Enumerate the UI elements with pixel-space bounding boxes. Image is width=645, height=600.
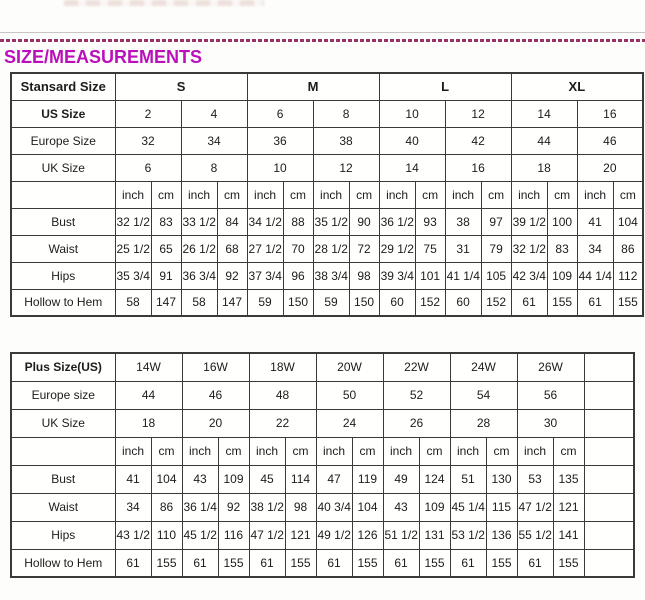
table-cell: 40 3/4 bbox=[316, 493, 352, 521]
table-cell: 141 bbox=[553, 521, 584, 549]
table-cell: 35 1/2 bbox=[313, 208, 349, 235]
table-cell: 26 1/2 bbox=[181, 235, 217, 262]
table-cell: 45 1/4 bbox=[450, 493, 486, 521]
table-cell: 61 bbox=[450, 549, 486, 577]
table-cell: 155 bbox=[151, 549, 182, 577]
uk-size-row bbox=[11, 409, 634, 437]
empty-cell bbox=[584, 549, 634, 577]
table-cell: 100 bbox=[547, 208, 577, 235]
table-cell: 16 bbox=[445, 154, 511, 181]
table-cell: M bbox=[247, 73, 379, 100]
table-cell: 51 1/2 bbox=[383, 521, 419, 549]
table-cell: 22W bbox=[383, 353, 450, 381]
empty-cell bbox=[584, 353, 634, 381]
table-cell: 104 bbox=[352, 493, 383, 521]
row-label: Waist bbox=[11, 235, 115, 262]
top-margin bbox=[0, 0, 645, 32]
table-cell: inch bbox=[577, 181, 613, 208]
table-cell: 45 1/2 bbox=[182, 521, 218, 549]
table-cell: 10 bbox=[379, 100, 445, 127]
table-cell: 61 bbox=[316, 549, 352, 577]
table-cell: 8 bbox=[313, 100, 379, 127]
table-cell: 12 bbox=[313, 154, 379, 181]
table-cell: 54 bbox=[450, 381, 517, 409]
table-cell: 109 bbox=[419, 493, 450, 521]
table-cell: 135 bbox=[553, 465, 584, 493]
table-cell: cm bbox=[349, 181, 379, 208]
table-cell: cm bbox=[415, 181, 445, 208]
table-cell: 18 bbox=[115, 409, 182, 437]
table-cell: 116 bbox=[218, 521, 249, 549]
europe-size-row bbox=[11, 381, 634, 409]
table-cell: 38 3/4 bbox=[313, 262, 349, 289]
divider-line bbox=[0, 32, 645, 33]
table-cell: 38 bbox=[313, 127, 379, 154]
table-cell: 49 bbox=[383, 465, 419, 493]
table-cell: 61 bbox=[249, 549, 285, 577]
table-cell: 61 bbox=[511, 289, 547, 316]
plus-size-row bbox=[11, 353, 634, 381]
page-title: SIZE/MEASUREMENTS bbox=[4, 47, 203, 67]
table-cell: 47 bbox=[316, 465, 352, 493]
table-cell: 6 bbox=[247, 100, 313, 127]
table-cell: 112 bbox=[613, 262, 643, 289]
table-cell: inch bbox=[316, 437, 352, 465]
table-cell: 131 bbox=[419, 521, 450, 549]
row-label: Plus Size(US) bbox=[11, 353, 115, 381]
table-cell: 20 bbox=[182, 409, 249, 437]
table-cell: 79 bbox=[481, 235, 511, 262]
table-cell: 42 bbox=[445, 127, 511, 154]
table-cell: 115 bbox=[486, 493, 517, 521]
table-cell: inch bbox=[445, 181, 481, 208]
table-cell: 36 1/2 bbox=[379, 208, 415, 235]
table-cell: 86 bbox=[613, 235, 643, 262]
us-size-row bbox=[11, 100, 643, 127]
table-cell: 12 bbox=[445, 100, 511, 127]
table-cell: 59 bbox=[313, 289, 349, 316]
table-cell: inch bbox=[313, 181, 349, 208]
table-cell: 32 bbox=[115, 127, 181, 154]
table-cell: 155 bbox=[486, 549, 517, 577]
table-cell: 147 bbox=[151, 289, 181, 316]
empty-cell bbox=[584, 521, 634, 549]
table-cell: 22 bbox=[249, 409, 316, 437]
hips-row bbox=[11, 521, 634, 549]
table-cell: cm bbox=[547, 181, 577, 208]
table-cell: inch bbox=[383, 437, 419, 465]
table-cell: 96 bbox=[283, 262, 313, 289]
table-cell: 155 bbox=[218, 549, 249, 577]
table-cell: 61 bbox=[577, 289, 613, 316]
table-cell: 46 bbox=[577, 127, 643, 154]
table-cell: 60 bbox=[379, 289, 415, 316]
table-cell: 26W bbox=[517, 353, 584, 381]
table-cell: 110 bbox=[151, 521, 182, 549]
table-cell: 4 bbox=[181, 100, 247, 127]
table-cell: 32 1/2 bbox=[511, 235, 547, 262]
table-cell: 24 bbox=[316, 409, 383, 437]
table-cell: 34 bbox=[181, 127, 247, 154]
table-cell: 90 bbox=[349, 208, 379, 235]
table-cell: inch bbox=[249, 437, 285, 465]
table-cell: 34 bbox=[115, 493, 151, 521]
bust-row bbox=[11, 208, 643, 235]
table-cell: 86 bbox=[151, 493, 182, 521]
table-cell: cm bbox=[218, 437, 249, 465]
table-cell: 72 bbox=[349, 235, 379, 262]
table-cell: S bbox=[115, 73, 247, 100]
table-cell: inch bbox=[517, 437, 553, 465]
table-cell: 155 bbox=[419, 549, 450, 577]
cropped-text-artifact bbox=[64, 0, 264, 6]
plus-size-table bbox=[10, 352, 635, 578]
table-cell: 39 1/2 bbox=[511, 208, 547, 235]
europe-size-row bbox=[11, 127, 643, 154]
row-label: Hips bbox=[11, 262, 115, 289]
table-cell: 42 3/4 bbox=[511, 262, 547, 289]
table-cell: 75 bbox=[415, 235, 445, 262]
standard-size-table bbox=[10, 72, 644, 317]
table-cell: 155 bbox=[547, 289, 577, 316]
dashed-divider bbox=[0, 39, 645, 42]
table-cell: 61 bbox=[517, 549, 553, 577]
table-cell: 59 bbox=[247, 289, 283, 316]
table-cell: inch bbox=[115, 181, 151, 208]
table-cell: 92 bbox=[217, 262, 247, 289]
table-cell: 98 bbox=[285, 493, 316, 521]
row-label: Bust bbox=[11, 208, 115, 235]
table-cell: 61 bbox=[383, 549, 419, 577]
table-cell: 114 bbox=[285, 465, 316, 493]
empty-cell bbox=[584, 465, 634, 493]
row-label: Hollow to Hem bbox=[11, 549, 115, 577]
table-cell: 58 bbox=[115, 289, 151, 316]
table-cell: 83 bbox=[151, 208, 181, 235]
table-cell: 65 bbox=[151, 235, 181, 262]
table-cell: 16W bbox=[182, 353, 249, 381]
table-cell: 155 bbox=[352, 549, 383, 577]
empty-cell bbox=[584, 381, 634, 409]
table-cell: 147 bbox=[217, 289, 247, 316]
table-cell: cm bbox=[481, 181, 511, 208]
row-label: Hips bbox=[11, 521, 115, 549]
row-label: UK Size bbox=[11, 154, 115, 181]
table-cell: 109 bbox=[547, 262, 577, 289]
table-cell: 109 bbox=[218, 465, 249, 493]
table-cell: 121 bbox=[285, 521, 316, 549]
table-cell: 38 1/2 bbox=[249, 493, 285, 521]
table-cell: 47 1/2 bbox=[517, 493, 553, 521]
table-cell: 24W bbox=[450, 353, 517, 381]
table-cell: 38 bbox=[445, 208, 481, 235]
table-cell: XL bbox=[511, 73, 643, 100]
table-cell: 44 1/4 bbox=[577, 262, 613, 289]
table-cell: 20W bbox=[316, 353, 383, 381]
table-cell: 136 bbox=[486, 521, 517, 549]
table-cell: 61 bbox=[115, 549, 151, 577]
table-cell: 119 bbox=[352, 465, 383, 493]
table-cell: 41 1/4 bbox=[445, 262, 481, 289]
hollow-to-hem-row bbox=[11, 549, 634, 577]
table-cell: 56 bbox=[517, 381, 584, 409]
empty-cell bbox=[584, 437, 634, 465]
empty-cell bbox=[584, 493, 634, 521]
waist-row bbox=[11, 493, 634, 521]
table-cell: inch bbox=[182, 437, 218, 465]
table-cell: 84 bbox=[217, 208, 247, 235]
row-label: Hollow to Hem bbox=[11, 289, 115, 316]
table-cell: 34 1/2 bbox=[247, 208, 283, 235]
row-label: Stansard Size bbox=[11, 73, 115, 100]
table-cell: 44 bbox=[511, 127, 577, 154]
table-cell: cm bbox=[283, 181, 313, 208]
table-cell: 30 bbox=[517, 409, 584, 437]
table-cell: 101 bbox=[415, 262, 445, 289]
table-cell: 27 1/2 bbox=[247, 235, 283, 262]
hollow-to-hem-row bbox=[11, 289, 643, 316]
table-cell: 2 bbox=[115, 100, 181, 127]
table-cell: 152 bbox=[481, 289, 511, 316]
table-cell: 98 bbox=[349, 262, 379, 289]
table-cell: 155 bbox=[553, 549, 584, 577]
row-label bbox=[11, 181, 115, 208]
table-cell: 14W bbox=[115, 353, 182, 381]
table-cell: 105 bbox=[481, 262, 511, 289]
table-cell: cm bbox=[553, 437, 584, 465]
table-cell: 48 bbox=[249, 381, 316, 409]
row-label: Waist bbox=[11, 493, 115, 521]
table-cell: 61 bbox=[182, 549, 218, 577]
table-cell: inch bbox=[511, 181, 547, 208]
table-cell: cm bbox=[217, 181, 247, 208]
table-cell: 53 1/2 bbox=[450, 521, 486, 549]
table-cell: 29 1/2 bbox=[379, 235, 415, 262]
table-cell: 8 bbox=[181, 154, 247, 181]
table-cell: 20 bbox=[577, 154, 643, 181]
table-cell: 93 bbox=[415, 208, 445, 235]
waist-row bbox=[11, 235, 643, 262]
table-cell: 88 bbox=[283, 208, 313, 235]
table-cell: cm bbox=[352, 437, 383, 465]
table-cell: 43 bbox=[182, 465, 218, 493]
table-cell: 10 bbox=[247, 154, 313, 181]
empty-cell bbox=[584, 409, 634, 437]
table-cell: 36 bbox=[247, 127, 313, 154]
table-cell: 155 bbox=[613, 289, 643, 316]
table-cell: cm bbox=[419, 437, 450, 465]
table-cell: 28 1/2 bbox=[313, 235, 349, 262]
table-cell: cm bbox=[151, 437, 182, 465]
table-cell: 36 1/4 bbox=[182, 493, 218, 521]
table-cell: 50 bbox=[316, 381, 383, 409]
table-cell: 68 bbox=[217, 235, 247, 262]
table-cell: 152 bbox=[415, 289, 445, 316]
unit-row bbox=[11, 181, 643, 208]
table-cell: 44 bbox=[115, 381, 182, 409]
table-cell: 124 bbox=[419, 465, 450, 493]
table-cell: 55 1/2 bbox=[517, 521, 553, 549]
row-label: US Size bbox=[11, 100, 115, 127]
table-cell: 41 bbox=[577, 208, 613, 235]
row-label: UK Size bbox=[11, 409, 115, 437]
table-cell: 39 3/4 bbox=[379, 262, 415, 289]
table-cell: 52 bbox=[383, 381, 450, 409]
table-cell: inch bbox=[247, 181, 283, 208]
table-cell: 155 bbox=[285, 549, 316, 577]
table-cell: 37 3/4 bbox=[247, 262, 283, 289]
table-cell: 18 bbox=[511, 154, 577, 181]
table-cell: 150 bbox=[283, 289, 313, 316]
table-cell: 14 bbox=[379, 154, 445, 181]
table-cell: 34 bbox=[577, 235, 613, 262]
table-cell: 43 1/2 bbox=[115, 521, 151, 549]
table-cell: 47 1/2 bbox=[249, 521, 285, 549]
size-group-row bbox=[11, 73, 643, 100]
table-cell: 6 bbox=[115, 154, 181, 181]
table-cell: cm bbox=[151, 181, 181, 208]
table-cell: 58 bbox=[181, 289, 217, 316]
table-cell: 26 bbox=[383, 409, 450, 437]
table-cell: cm bbox=[613, 181, 643, 208]
table-cell: 41 bbox=[115, 465, 151, 493]
table-cell: cm bbox=[285, 437, 316, 465]
table-cell: 40 bbox=[379, 127, 445, 154]
table-cell: 126 bbox=[352, 521, 383, 549]
row-label: Europe size bbox=[11, 381, 115, 409]
table-cell: inch bbox=[181, 181, 217, 208]
table-cell: cm bbox=[486, 437, 517, 465]
table-cell: 51 bbox=[450, 465, 486, 493]
table-cell: 121 bbox=[553, 493, 584, 521]
table-cell: 36 3/4 bbox=[181, 262, 217, 289]
table-cell: 104 bbox=[613, 208, 643, 235]
table-cell: 33 1/2 bbox=[181, 208, 217, 235]
table-cell: L bbox=[379, 73, 511, 100]
table-cell: 18W bbox=[249, 353, 316, 381]
table-cell: 46 bbox=[182, 381, 249, 409]
table-cell: 150 bbox=[349, 289, 379, 316]
table-cell: 130 bbox=[486, 465, 517, 493]
table-cell: 83 bbox=[547, 235, 577, 262]
table-cell: 31 bbox=[445, 235, 481, 262]
row-label: Bust bbox=[11, 465, 115, 493]
bust-row bbox=[11, 465, 634, 493]
table-cell: 25 1/2 bbox=[115, 235, 151, 262]
table-cell: 49 1/2 bbox=[316, 521, 352, 549]
table-cell: 32 1/2 bbox=[115, 208, 151, 235]
hips-row bbox=[11, 262, 643, 289]
row-label bbox=[11, 437, 115, 465]
unit-row bbox=[11, 437, 634, 465]
table-cell: 91 bbox=[151, 262, 181, 289]
table-cell: 97 bbox=[481, 208, 511, 235]
table-cell: inch bbox=[115, 437, 151, 465]
table-cell: 53 bbox=[517, 465, 553, 493]
table-cell: 45 bbox=[249, 465, 285, 493]
table-cell: 92 bbox=[218, 493, 249, 521]
uk-size-row bbox=[11, 154, 643, 181]
table-cell: 70 bbox=[283, 235, 313, 262]
table-cell: inch bbox=[379, 181, 415, 208]
table-cell: 35 3/4 bbox=[115, 262, 151, 289]
row-label: Europe Size bbox=[11, 127, 115, 154]
table-cell: inch bbox=[450, 437, 486, 465]
table-cell: 16 bbox=[577, 100, 643, 127]
table-cell: 60 bbox=[445, 289, 481, 316]
table-cell: 14 bbox=[511, 100, 577, 127]
table-cell: 104 bbox=[151, 465, 182, 493]
table-cell: 43 bbox=[383, 493, 419, 521]
table-cell: 28 bbox=[450, 409, 517, 437]
